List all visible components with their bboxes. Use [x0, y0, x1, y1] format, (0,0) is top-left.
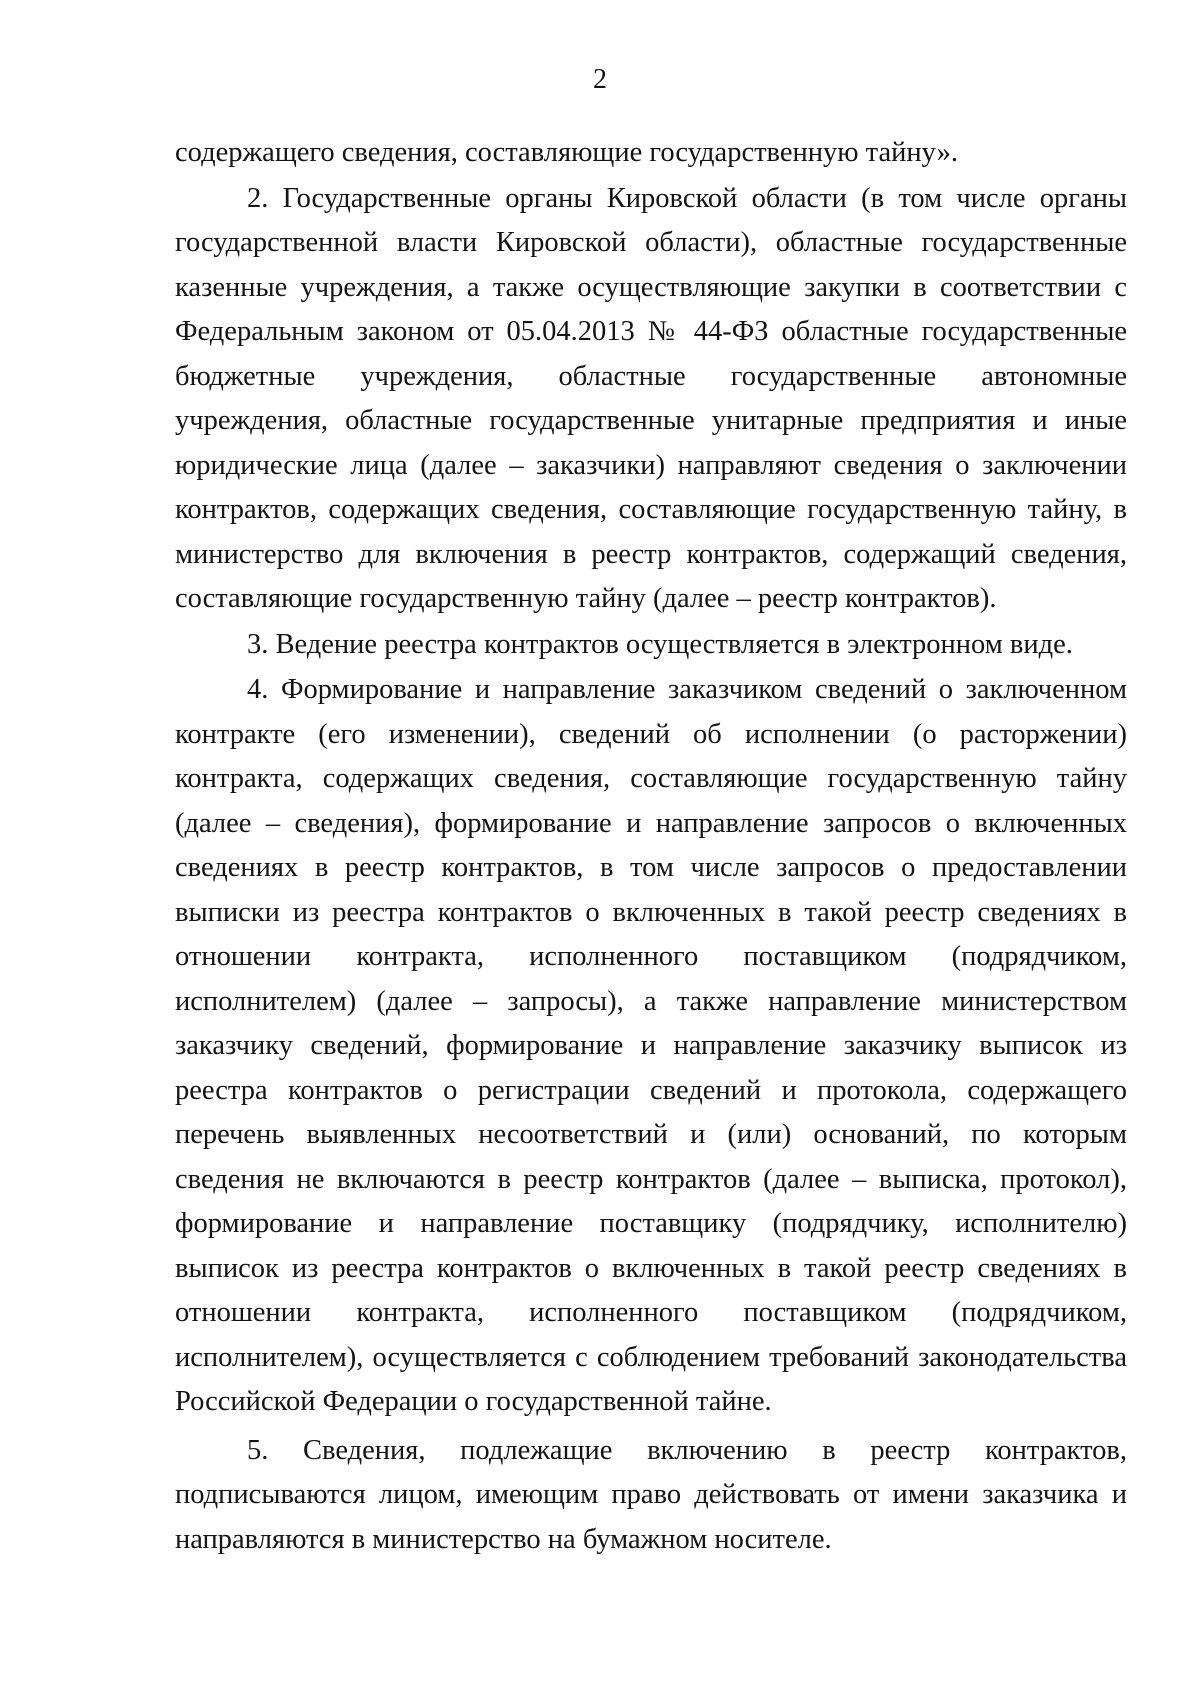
paragraph-4: 4. Формирование и направление заказчиком сведений о заключенном контракте (его изменении), сведений об исполнении (о расторжении) контракта, содержащих сведения, составляющие государственную тайну (далее – сведения), формирование и направление запросов о включенных сведениях в реестр контрактов, в том числе запросов о предоставлении выписки из реестра контрактов о включенных в такой реестр сведениях в отношении контракта, исполненного поставщиком (подрядчиком, исполнителем) (далее – запросы), а также направление министерством заказчику сведений, формирование и направление заказчику выписок из реестра контрактов о регистрации сведений и протокола, содержащего перечень выявленных несоответствий и (или) оснований, по которым сведения не включаются в реестр контрактов (далее – выписка, протокол), формирование и направление поставщику (подрядчику, исполнителю) выписок из реестра контрактов о включенных в такой реестр сведениях в отношении контракта, исполненного поставщиком (подрядчиком, исполнителем), осуществляется с соблюдением требований законодательства Российской Федерации о государственной тайне.: [175, 674, 1127, 1417]
paragraph-3: 3. Ведение реестра контрактов осуществляется в электронном виде.: [247, 628, 1073, 660]
paragraph-2: 2. Государственные органы Кировской области (в том числе органы государственной власти Кировской области), областные государственные казенные учреждения, а также осуществляющие закупки в соответствии с Федеральным законом от 05.04.2013 № 44-ФЗ областные государственные бюджетные учреждения, областные государственные автономные учреждения, областные государственные унитарные предприятия и иные юридические лица (далее – заказчики) направляют сведения о заключении контрактов, содержащих сведения, составляющие государственную тайну, в министерство для включения в реестр контрактов, содержащий сведения, составляющие государственную тайну (далее – реестр контрактов).: [175, 182, 1127, 614]
paragraph-continuation: содержащего сведения, составляющие государственную тайну».: [175, 137, 958, 168]
paragraph-5: 5. Сведения, подлежащие включению в реестр контрактов, подписываются лицом, имеющим право действовать от имени заказчика и направляются в министерство на бумажном носителе.: [175, 1434, 1127, 1555]
page-number: 2: [593, 64, 607, 95]
document-body: [175, 131, 1127, 1562]
